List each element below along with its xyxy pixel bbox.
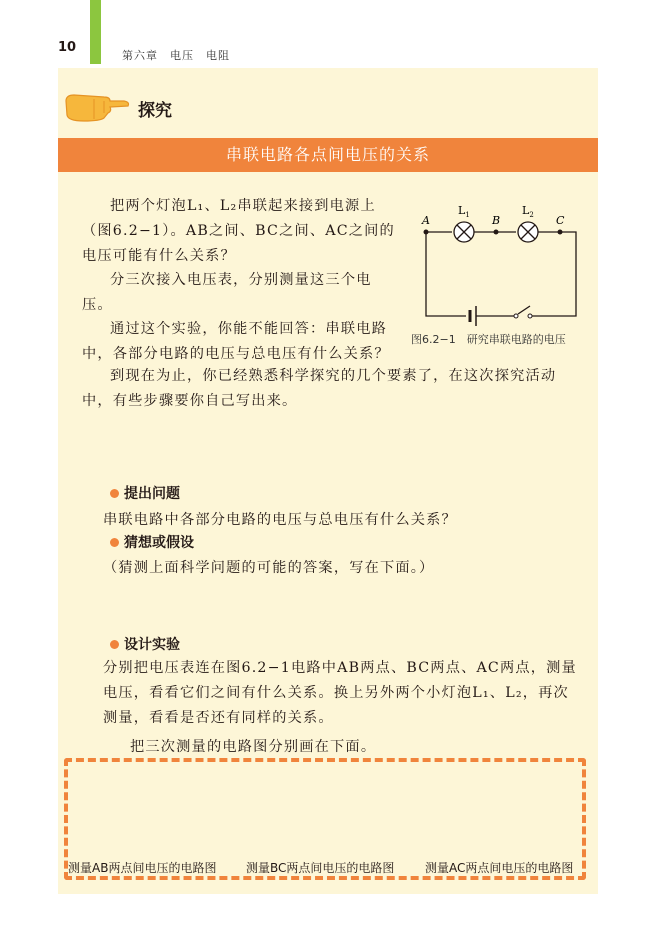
label-b: B <box>492 214 501 227</box>
label-l1: $L_1$ <box>458 204 470 219</box>
page-number: 10 <box>58 40 77 55</box>
label-c: C <box>556 214 565 227</box>
intro-paragraph-3: 通过这个实验，你能不能回答：串联电路中，各部分电路的电压与总电压有什么关系？ <box>82 321 390 362</box>
box-caption-ac: 测量AC两点间电压的电路图 <box>425 861 574 875</box>
node-c <box>558 230 563 235</box>
question-heading: 提出问题 <box>124 486 180 502</box>
figure-caption: 图6.2−1 研究串联电路的电压 <box>411 333 566 346</box>
pointing-hand-icon <box>64 91 134 123</box>
series-circuit-diagram <box>418 196 588 328</box>
node-b <box>494 230 499 235</box>
guess-heading: 猜想或假设 <box>124 535 194 551</box>
intro-paragraph-4: 到现在为止，你已经熟悉科学探究的几个要素了，在这次探究活动中，有些步骤要你自己写出来。 <box>82 368 557 409</box>
chapter-tab-bar <box>90 0 101 64</box>
node-a <box>424 230 429 235</box>
design-heading: 设计实验 <box>124 637 180 653</box>
label-l2: $L_2$ <box>522 204 534 219</box>
box-caption-bc: 测量BC两点间电压的电路图 <box>246 861 395 875</box>
intro-paragraph-2: 分三次接入电压表，分别测量这三个电压。 <box>82 272 372 313</box>
question-text: 串联电路中各部分电路的电压与总电压有什么关系？ <box>103 512 457 528</box>
intro-paragraph-1: 把两个灯泡L₁、L₂串联起来接到电源上（图6.2−1）。AB之间、BC之间、AC之间的电压可能有什么关系？ <box>82 198 395 264</box>
draw-instruction: 把三次测量的电路图分别画在下面。 <box>130 739 377 755</box>
bullet-icon <box>110 640 119 649</box>
banner-title: 串联电路各点间电压的关系 <box>58 138 598 172</box>
bullet-icon <box>110 538 119 547</box>
chapter-title: 第六章 电压 电阻 <box>122 49 230 62</box>
design-text: 分别把电压表连在图6.2−1电路中AB两点、BC两点、AC两点，测量电压，看看它们之间有什么关系。换上另外两个小灯泡L₁、L₂，再次测量，看看是否还有同样的关系。 <box>103 660 577 726</box>
box-caption-ab: 测量AB两点间电压的电路图 <box>68 861 217 875</box>
section-title: 探究 <box>138 101 172 121</box>
guess-text: （猜测上面科学问题的可能的答案，写在下面。） <box>103 560 435 576</box>
label-a: A <box>422 214 430 227</box>
bullet-icon <box>110 489 119 498</box>
